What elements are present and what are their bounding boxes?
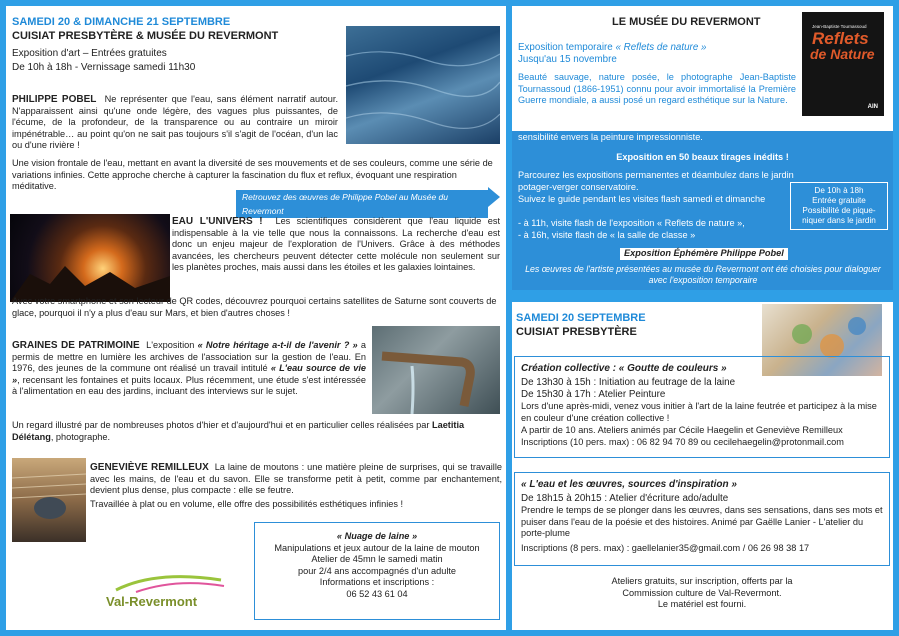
arrow-right-icon [488, 187, 500, 207]
val-revermont-logo [106, 570, 228, 610]
wool-photo [12, 458, 86, 542]
musee-until: Jusqu'au 15 novembre [518, 54, 617, 65]
musee-tirages: Exposition en 50 beaux tirages inédits ! [616, 152, 789, 162]
creation-slot-1: De 13h30 à 15h : Initiation au feutrage de la laine [521, 377, 736, 388]
eau-contact: Inscriptions (8 pers. max) : gaellelanier35@gmail.com / 06 26 98 38 17 [521, 543, 810, 553]
graines-paragraph-2: Un regard illustré par de nombreuses photos d'hier et d'aujourd'hui et en particulier celles réalisées par Laetitia Délétang, photographe. [12, 420, 465, 442]
visit-1: - à 11h, visite flash de l'exposition « Reflets de nature », [518, 218, 745, 228]
pobel-paragraph: PHILIPPE POBEL Ne représenter que l'eau, sans élément narratif autour. N'apparaissent ainsi qu'une onde légère, des vagues plus puissantes, de l'écume, de la profondeur, de la transparence ou au contraire un miroir impénétrable… au point qu'on ne sait pas toujours s'il s'agit de l'océan, d'un lac ou d'une rivière ! [12, 94, 339, 151]
creation-title: Création collective : « Goutte de couleurs » [521, 363, 727, 374]
nuage-line: pour 2/4 ans accompagnés d'un adulte [297, 565, 457, 576]
fountain-photo [372, 326, 500, 414]
nuage-line: Atelier de 45mn le samedi matin [311, 554, 443, 565]
creation-text-2: A partir de 10 ans. Ateliers animés par Cécile Haegelin et Geneviève Remilleux [521, 425, 843, 435]
expo-line: Exposition d'art – Entrées gratuites [12, 48, 167, 59]
eau-title: « L'eau et les œuvres, sources d'inspiration » [521, 479, 737, 490]
samedi-footer: Ateliers gratuits, sur inscription, offerts par la Commission culture de Val-Revermont. Le matériel est fourni. [611, 576, 793, 610]
samedi-panel [512, 302, 893, 630]
event-date: SAMEDI 20 & DIMANCHE 21 SEPTEMBRE [12, 16, 231, 28]
event-place: CUISIAT PRESBYTÈRE & MUSÉE DU REVERMONT [12, 30, 279, 42]
samedi-date: SAMEDI 20 SEPTEMBRE [516, 312, 646, 324]
water-photo [346, 26, 500, 144]
eau-slot: De 18h15 à 20h15 : Atelier d'écriture ado/adulte [521, 493, 729, 504]
graines-title: GRAINES DE PATRIMOINE [12, 340, 140, 351]
left-panel [6, 6, 506, 630]
creation-slot-2: De 15h30 à 17h : Atelier Peinture [521, 389, 666, 400]
reflets-poster: Jean-Baptiste Tournassoud Reflets de Nature AIN [802, 12, 884, 116]
pobel-link[interactable]: Retrouvez des œuvres de Philippe Pobel au Musée du Revermont [236, 190, 488, 218]
musee-panel [512, 6, 893, 290]
musee-expo-line: Exposition temporaire « Reflets de nature » [518, 42, 707, 53]
nuage-phone: 06 52 43 61 04 [346, 588, 408, 599]
univers-paragraph: EAU L'UNIVERS ! Les scientifiques considèrent que l'eau liquide est indispensable à la vie telle que nous la connaissons. La recherche d'eau est donc un enjeu majeur de l'exploration de l'Univers. Grâce à des méthodes avancées, les chercheurs peuvent détecter cette molécule non seulement sur les planètes proches, mais aussi dans les étoiles et les galaxies lointaines. [172, 216, 500, 273]
hours-box: De 10h à 18h Entrée gratuite Possibilité de pique- niquer dans le jardin [790, 182, 888, 230]
samedi-place: CUISIAT PRESBYTÈRE [516, 326, 637, 338]
pobel-paragraph-2: Une vision frontale de l'eau, mettant en avant la diversité de ses mouvements et de ses couleurs, comme une série de variations infinies. Cette approche cherche à capturer la fascination du flux et reflux, évoquant une respiration méditative. [12, 158, 493, 192]
creation-text: Lors d'une après-midi, venez vous initier à l'art de la laine feutrée et participez à la mise en couleur d'une création collective ! [521, 401, 877, 423]
graines-paragraph: GRAINES DE PATRIMOINE L'exposition « Notre héritage a-t-il de l'avenir ? » a permis de mettre en lumière les archives de l'association sur la gestion de l'eau. En 1976, des jeunes de la commune ont réalisé un travail intitulé « L'eau source de vie », recensant les fontaines et puits locaux. Plus récemment, une étude s'est intéressée à l'alimentation en eau des jardins, incluant des interviews sur le sujet. [12, 340, 366, 397]
pobel-name: PHILIPPE POBEL [12, 94, 97, 105]
visit-2: - à 16h, visite flash de « la salle de classe » [518, 230, 696, 240]
eau-text: Prendre le temps de se plonger dans les œuvres, dans ses sensations, dans ses mots et puiser dans l'eau de la poésie et des histoires. Animé par Gaëlle Lanier - L'atelier du porte-plume [521, 505, 883, 539]
musee-paragraph-4: Suivez le guide pendant les visites flash samedi et dimanche [518, 194, 766, 204]
nuage-title: « Nuage de laine » [336, 531, 418, 541]
ephemere-badge: Exposition Éphémère Philippe Pobel [620, 248, 788, 260]
musee-paragraph-2: Ses ciels, ses nuages, ses jeux de reflets de lumière dans l'eau témoignent de sa sensibilité envers la peinture impressionniste. [518, 120, 890, 142]
remilleux-paragraph-2: Travaillée à plat ou en volume, elle offre des possibilités esthétiques infinies ! [90, 499, 404, 509]
ephemere-text: Les œuvres de l'artiste présentées au musée du Revermont ont été choisies pour dialoguer avec l'exposition temporaire [525, 264, 881, 285]
logo-text: Val-Revermont [106, 594, 198, 609]
univers-title: EAU L'UNIVERS ! [172, 216, 263, 227]
space-photo [10, 214, 170, 302]
nuage-box [254, 522, 500, 620]
remilleux-name: GENEVIÈVE REMILLEUX [90, 462, 209, 473]
remilleux-paragraph: GENEVIÈVE REMILLEUX La laine de moutons : une matière pleine de surprises, qui se travaille avec les mains, de l'eau et du savon. Elle se transforme petit à petit, comme par enchantement, devient plus dense, plus compacte : elle se feutre. [90, 462, 502, 496]
hours-line: De 10h à 18h - Vernissage samedi 11h30 [12, 62, 196, 73]
musee-paragraph-1: Beauté sauvage, nature posée, le photographe Jean-Baptiste Tournassoud (1866-1951) connu pour avoir immortalisé la Première Guerre mondiale, a aussi posé un regard esthétique sur la Nature. [518, 72, 796, 106]
musee-paragraph-3: Parcourez les expositions permanentes et déambulez dans le jardin potager-verger conservatoire. [518, 170, 794, 192]
musee-title: LE MUSÉE DU REVERMONT [612, 16, 761, 28]
nuage-line: Informations et inscriptions : [319, 577, 435, 588]
creation-box [514, 356, 890, 458]
univers-paragraph-2: Avec votre smartphone et son lecteur de QR codes, découvrez pourquoi certains satellites de Saturne sont couverts de glace, pourquoi il n'y a plus d'eau sur Mars, et bien d'autres choses ! [12, 296, 497, 318]
eau-box [514, 472, 890, 566]
nuage-line: Manipulations et jeux autour de la laine de mouton [274, 542, 480, 553]
creation-contact: Inscriptions (10 pers. max) : 06 82 94 70 89 ou cecilehaegelin@protonmail.com [521, 437, 844, 447]
